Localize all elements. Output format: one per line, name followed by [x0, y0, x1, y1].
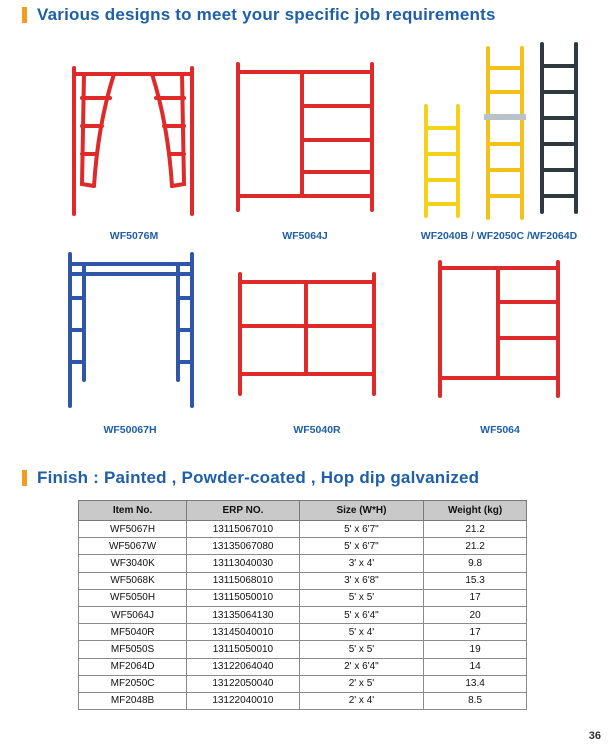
- h-frame-with-ladder-icon: [230, 60, 380, 218]
- product-label-wf5040r: WF5040R: [293, 424, 341, 436]
- table-cell: 5' x 5': [299, 641, 423, 658]
- table-cell: 2' x 4': [299, 692, 423, 709]
- table-row: [79, 658, 527, 675]
- title-bar-accent: [22, 470, 27, 486]
- table-row: [79, 606, 527, 623]
- table-cell: 20: [424, 606, 527, 623]
- spec-table: [78, 500, 527, 710]
- table-cell: 5' x 5': [299, 589, 423, 606]
- table-cell: 3' x 4': [299, 555, 423, 572]
- table-cell: 17: [424, 589, 527, 606]
- table-cell: MF2050C: [79, 675, 187, 692]
- table-cell: 14: [424, 658, 527, 675]
- table-cell: WF5067W: [79, 538, 187, 555]
- section-title-text: Various designs to meet your specific job requirements: [37, 5, 496, 24]
- column-header-weight: Weight (kg): [424, 501, 527, 521]
- table-cell: 13145040010: [187, 624, 300, 641]
- product-label-wf2040b: WF2040B / WF2050C /WF2064D: [420, 230, 578, 242]
- table-cell: 5' x 4': [299, 624, 423, 641]
- table-cell: MF2048B: [79, 692, 187, 709]
- table-cell: MF5050S: [79, 641, 187, 658]
- title-bar-accent: [22, 7, 27, 23]
- table-cell: 5' x 6'4": [299, 606, 423, 623]
- table-cell: WF5050H: [79, 589, 187, 606]
- column-header-erp-no: ERP NO.: [187, 501, 300, 521]
- table-cell: 2' x 5': [299, 675, 423, 692]
- section-title-text: Finish : Painted , Powder-coated , Hop dip galvanized: [37, 468, 480, 487]
- table-cell: 13.4: [424, 675, 527, 692]
- table-cell: 5' x 6'7": [299, 521, 423, 538]
- box-frame-icon: [232, 270, 382, 400]
- table-cell: 3' x 6'8": [299, 572, 423, 589]
- table-row: [79, 624, 527, 641]
- table-cell: 13113040030: [187, 555, 300, 572]
- table-cell: 13115067010: [187, 521, 300, 538]
- table-cell: 13135064130: [187, 606, 300, 623]
- table-cell: 13122050040: [187, 675, 300, 692]
- table-cell: MF5040R: [79, 624, 187, 641]
- table-cell: 8.5: [424, 692, 527, 709]
- product-label-wf5064j: WF5064J: [282, 230, 328, 242]
- page-number: 36: [588, 730, 601, 742]
- table-row: [79, 572, 527, 589]
- table-cell: MF2064D: [79, 658, 187, 675]
- table-row: [79, 555, 527, 572]
- table-row: [79, 589, 527, 606]
- table-cell: WF3040K: [79, 555, 187, 572]
- table-cell: 2' x 6'4": [299, 658, 423, 675]
- table-cell: WF5068K: [79, 572, 187, 589]
- table-cell: 9.8: [424, 555, 527, 572]
- section-title-finish: [22, 468, 479, 488]
- product-label-wf5064: WF5064: [480, 424, 520, 436]
- product-label-wf5076m: WF5076M: [109, 230, 159, 242]
- table-cell: 13122064040: [187, 658, 300, 675]
- table-cell: 13115050010: [187, 589, 300, 606]
- column-header-size: Size (W*H): [299, 501, 423, 521]
- table-row: [79, 538, 527, 555]
- section-title-designs: [22, 5, 496, 25]
- table-cell: WF5064J: [79, 606, 187, 623]
- ladder-frames-icon: [418, 40, 588, 220]
- table-header-row: [79, 501, 527, 521]
- table-cell: 5' x 6'7": [299, 538, 423, 555]
- table-cell: 21.2: [424, 521, 527, 538]
- table-row: [79, 692, 527, 709]
- table-cell: 13115050010: [187, 641, 300, 658]
- frame-with-side-ladder-icon: [432, 258, 566, 400]
- mason-frame-walkthrough-icon: [68, 64, 200, 220]
- product-label-wf50067h: WF50067H: [103, 424, 157, 436]
- table-cell: 13122040010: [187, 692, 300, 709]
- table-cell: 21.2: [424, 538, 527, 555]
- table-cell: 19: [424, 641, 527, 658]
- table-cell: 13135067080: [187, 538, 300, 555]
- table-row: [79, 641, 527, 658]
- table-cell: 13115068010: [187, 572, 300, 589]
- table-row: [79, 521, 527, 538]
- table-row: [79, 675, 527, 692]
- table-cell: 17: [424, 624, 527, 641]
- walkthrough-frame-icon: [62, 250, 200, 412]
- column-header-item-no: Item No.: [79, 501, 187, 521]
- table-cell: WF5067H: [79, 521, 187, 538]
- table-cell: 15.3: [424, 572, 527, 589]
